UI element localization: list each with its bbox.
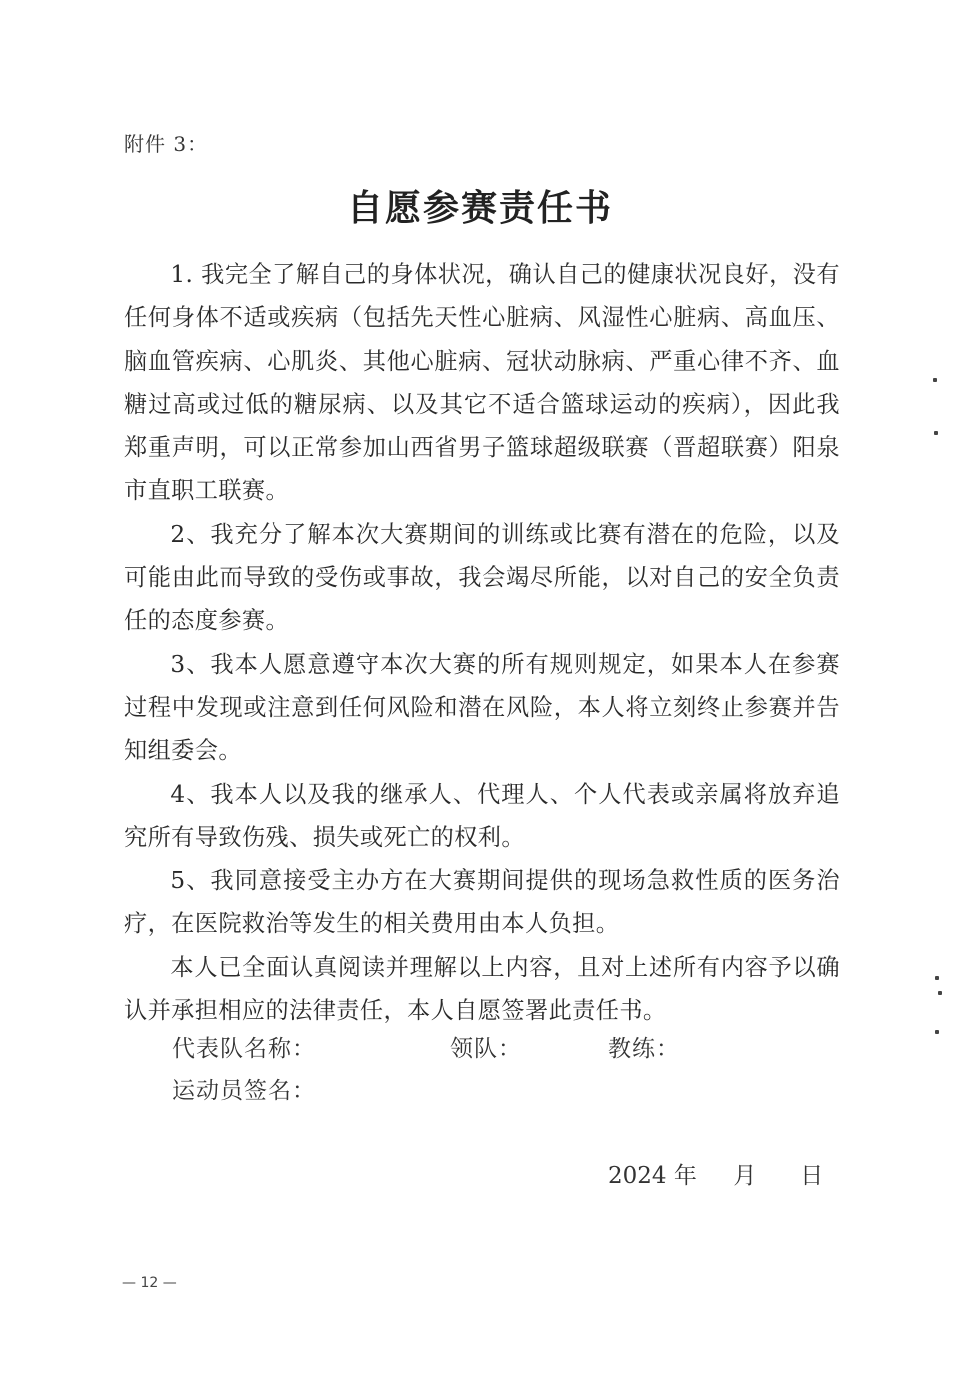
confirmation-statement: 本人已全面认真阅读并理解以上内容，且对上述所有内容予以确认并承担相应的法律责任，本人自愿签署此责任书。 [124, 953, 840, 1025]
document-body [124, 253, 840, 1032]
scan-speck [934, 431, 938, 435]
scan-speck [938, 991, 942, 995]
leader-label: 领队： [450, 1036, 522, 1062]
date-year: 2024 [608, 1163, 667, 1189]
page-number: — 12 — [122, 1275, 177, 1291]
document-title: 自愿参赛责任书 [346, 187, 613, 229]
clause-4: 4、我本人以及我的继承人、代理人、个人代表或亲属将放弃追究所有导致伤残、损失或死亡的权利。 [124, 780, 840, 851]
athlete-signature-label: 运动员签名： [172, 1078, 316, 1104]
scan-speck [933, 378, 937, 382]
clause-2: 2、我充分了解本次大赛期间的训练或比赛有潜在的危险，以及可能由此而导致的受伤或事故，我会竭尽所能，以对自己的安全负责任的态度参赛。 [124, 520, 840, 635]
coach-label: 教练： [608, 1036, 680, 1062]
clause-1: 1. 我完全了解自己的身体状况，确认自己的健康状况良好，没有任何身体不适或疾病（包括先天性心脏病、风湿性心脏病、高血压、脑血管疾病、心肌炎、其他心脏病、冠状动脉病、严重心律不齐、血糖过高或过低的糖尿病、以及其它不适合篮球运动的疾病），因此我郑重声明，可以正常参加山西省男子篮球超级联赛（晋超联赛）阳泉市直职工联赛。 [124, 261, 840, 505]
clause-5: 5、我同意接受主办方在大赛期间提供的现场急救性质的医务治疗，在医院救治等发生的相关费用由本人负担。 [124, 867, 840, 938]
signing-date [608, 1157, 823, 1190]
team-name-label: 代表队名称： [172, 1036, 316, 1062]
scan-speck [935, 976, 939, 980]
date-month-unit: 月 [733, 1163, 757, 1189]
date-day-unit: 日 [800, 1163, 824, 1189]
clause-3: 3、我本人愿意遵守本次大赛的所有规则规定，如果本人在参赛过程中发现或注意到任何风险和潜在风险，本人将立刻终止参赛并告知组委会。 [124, 650, 840, 765]
attachment-label: 附件 3： [124, 132, 209, 156]
scan-speck [935, 1030, 939, 1034]
date-year-unit: 年 [673, 1163, 697, 1189]
